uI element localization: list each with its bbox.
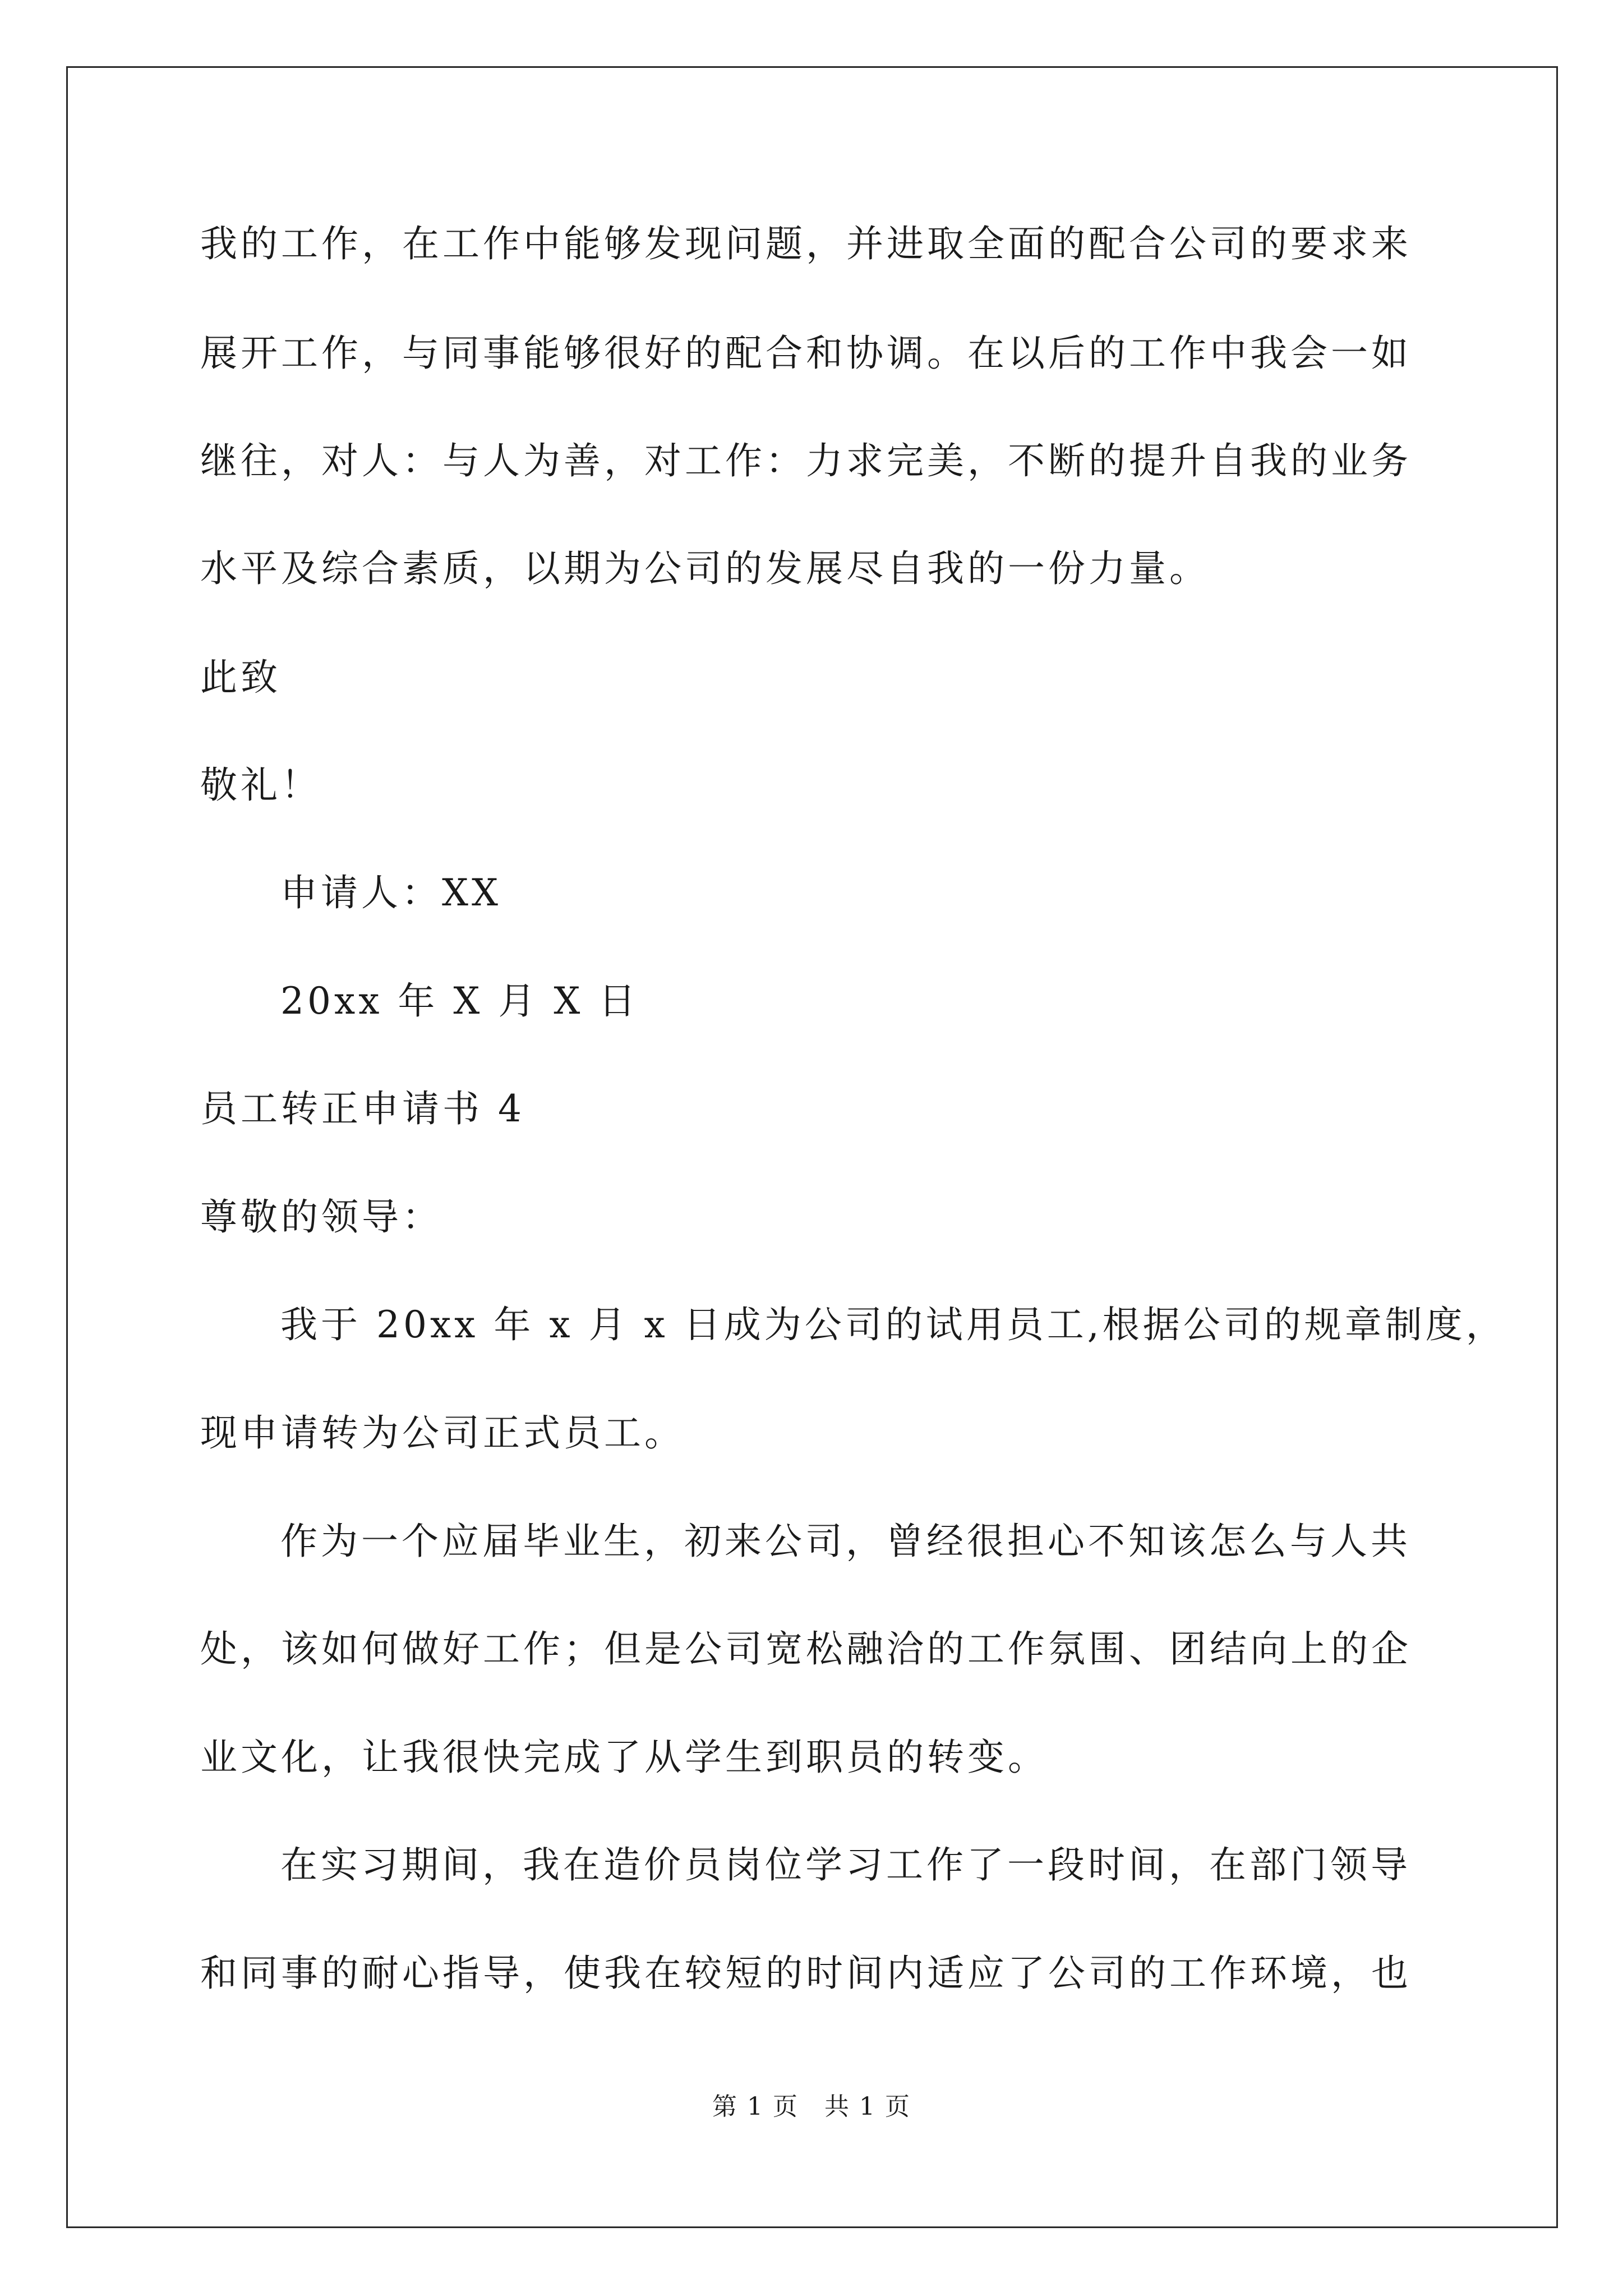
applicant-signature: 申请人：XX xyxy=(280,871,501,914)
body-line: 继往，对人：与人为善，对工作：力求完美，不断的提升自我的业务 xyxy=(200,439,1412,482)
section-title: 员工转正申请书 4 xyxy=(200,1087,525,1130)
body-line: 我的工作，在工作中能够发现问题，并进取全面的配合公司的要求来 xyxy=(200,222,1412,265)
body-line: 我于 20xx 年 x 月 x 日成为公司的试用员工,根据公司的规章制度， xyxy=(280,1303,1506,1346)
body-line: 展开工作，与同事能够很好的配合和协调。在以后的工作中我会一如 xyxy=(200,332,1412,375)
page-border xyxy=(66,66,1558,2228)
body-line: 作为一个应届毕业生，初来公司，曾经很担心不知该怎么与人共 xyxy=(280,1520,1411,1563)
body-line: 处，该如何做好工作；但是公司宽松融洽的工作氛围、团结向上的企 xyxy=(200,1627,1412,1671)
body-line: 业文化，让我很快完成了从学生到职员的转变。 xyxy=(200,1736,1048,1779)
closing-salutation: 此致 xyxy=(200,656,281,699)
body-line: 在实习期间，我在造价员岗位学习工作了一段时间，在部门领导 xyxy=(280,1843,1411,1887)
body-line: 水平及综合素质，以期为公司的发展尽自我的一份力量。 xyxy=(200,547,1210,590)
body-line: 和同事的耐心指导，使我在较短的时间内适应了公司的工作环境，也 xyxy=(200,1952,1412,1995)
closing-regards: 敬礼！ xyxy=(200,763,321,807)
page-number-footer: 第 1 页 共 1 页 xyxy=(712,2092,911,2121)
signature-date: 20xx 年 X 月 X 日 xyxy=(280,979,639,1023)
body-line: 现申请转为公司正式员工。 xyxy=(200,1411,685,1455)
greeting: 尊敬的领导： xyxy=(200,1195,442,1239)
